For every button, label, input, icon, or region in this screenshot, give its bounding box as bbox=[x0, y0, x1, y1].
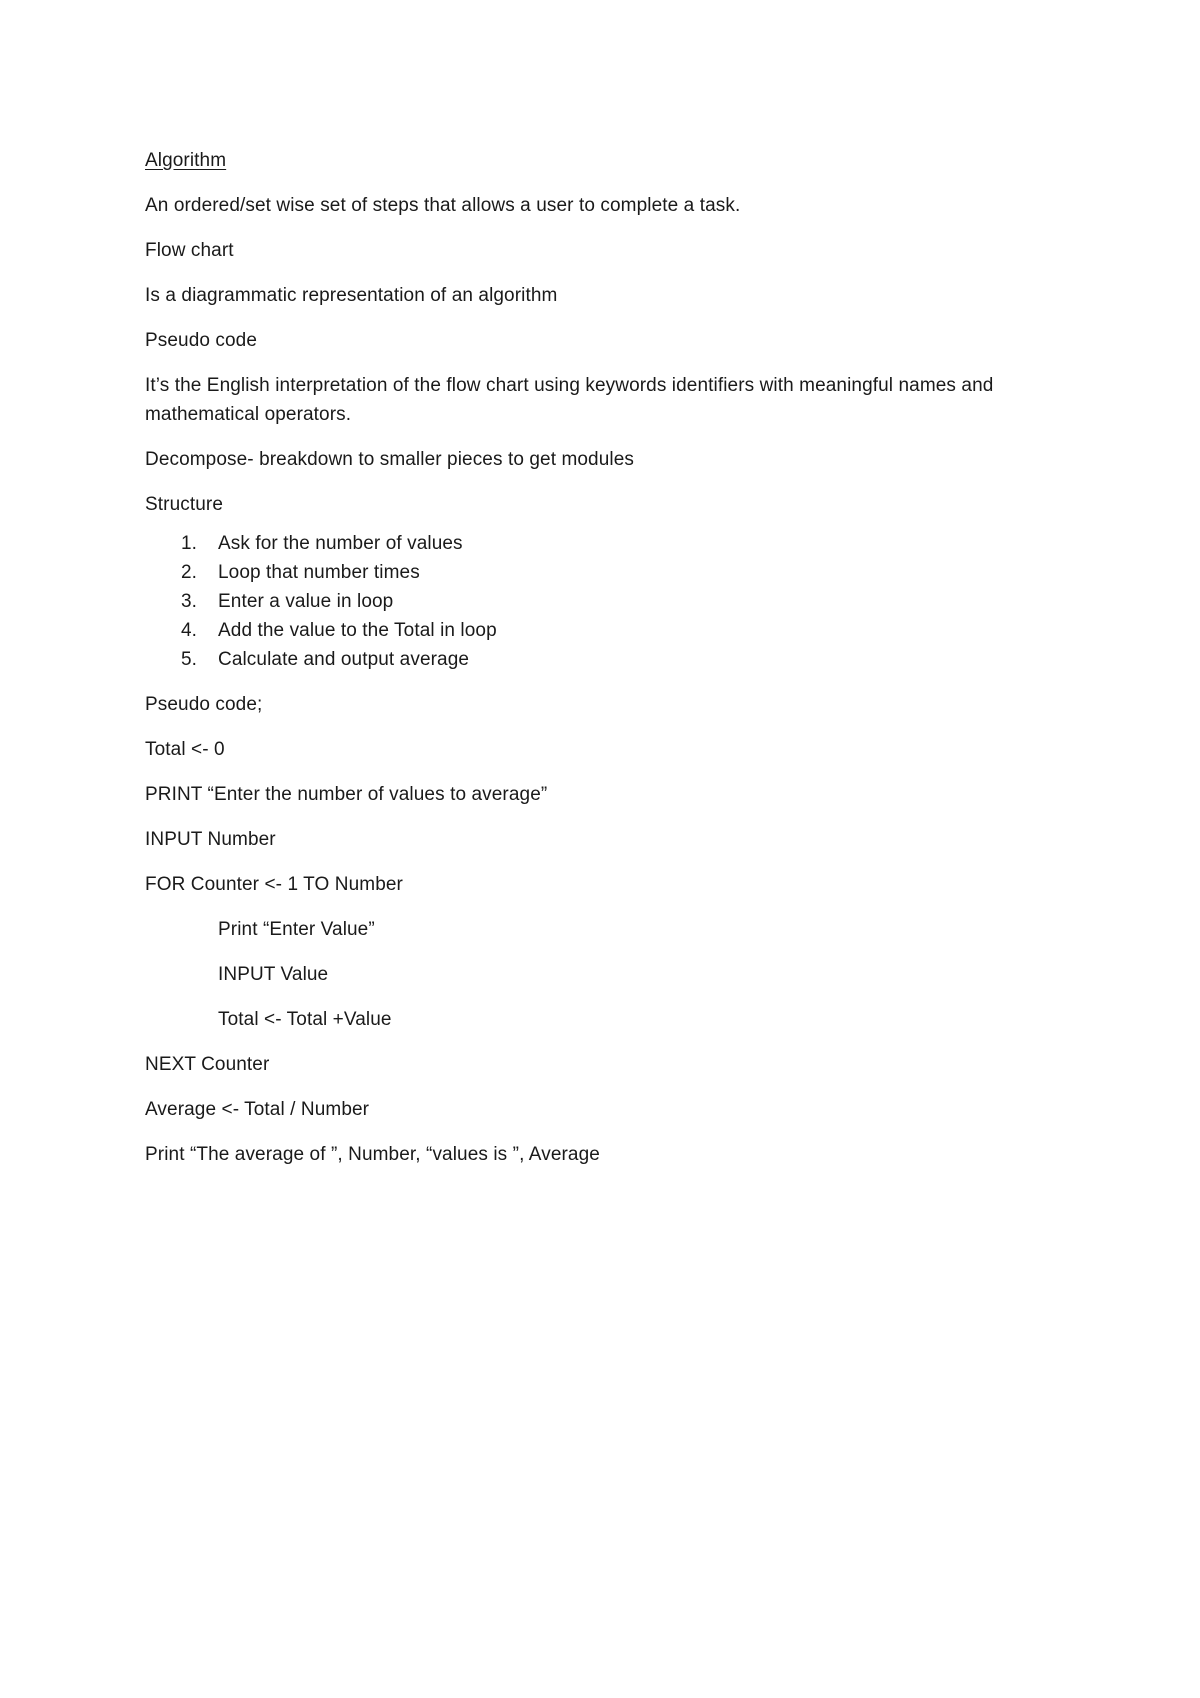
list-item bbox=[145, 587, 1075, 616]
pseudo-code-line: Print “The average of ”, Number, “values is ”, Average bbox=[145, 1144, 600, 1165]
structure-label: Structure bbox=[145, 494, 223, 515]
pseudo-code-line: FOR Counter <- 1 TO Number bbox=[145, 874, 403, 895]
list-item bbox=[145, 645, 1075, 674]
flow-chart-label: Flow chart bbox=[145, 240, 234, 261]
pseudo-code-line: Average <- Total / Number bbox=[145, 1099, 370, 1120]
flow-chart-definition: Is a diagrammatic representation of an algorithm bbox=[145, 285, 558, 306]
pseudo-code-section-label: Pseudo code; bbox=[145, 694, 263, 715]
list-item-number: 2. bbox=[181, 562, 198, 583]
heading-algorithm: Algorithm bbox=[145, 150, 227, 171]
list-item-text: Add the value to the Total in loop bbox=[218, 620, 497, 641]
pseudo-code-line: NEXT Counter bbox=[145, 1054, 270, 1075]
pseudo-code-line-indented: Total <- Total +Value bbox=[218, 1009, 392, 1030]
pseudo-code-line-indented: INPUT Value bbox=[218, 964, 329, 985]
list-item bbox=[145, 558, 1075, 587]
list-item-number: 5. bbox=[181, 649, 198, 670]
pseudo-code-label: Pseudo code bbox=[145, 330, 258, 351]
list-item-text: Enter a value in loop bbox=[218, 591, 394, 612]
list-item-number: 3. bbox=[181, 591, 198, 612]
pseudo-code-definition: It’s the English interpretation of the flow chart using keywords identifiers with meaningful names and mathematical operators. bbox=[145, 375, 994, 425]
pseudo-code-line: INPUT Number bbox=[145, 829, 276, 850]
list-item-text: Ask for the number of values bbox=[218, 533, 463, 554]
list-item bbox=[145, 529, 1075, 558]
structure-steps-list bbox=[145, 529, 1075, 674]
list-item-text: Loop that number times bbox=[218, 562, 420, 583]
pseudo-code-line-indented: Print “Enter Value” bbox=[218, 919, 375, 940]
list-item-text: Calculate and output average bbox=[218, 649, 470, 670]
pseudo-code-line: PRINT “Enter the number of values to average” bbox=[145, 784, 548, 805]
decompose-definition: Decompose- breakdown to smaller pieces to get modules bbox=[145, 449, 634, 470]
document-body bbox=[145, 146, 1075, 1185]
list-item-number: 4. bbox=[181, 620, 198, 641]
algorithm-definition: An ordered/set wise set of steps that allows a user to complete a task. bbox=[145, 195, 741, 216]
list-item bbox=[145, 616, 1075, 645]
pseudo-code-line: Total <- 0 bbox=[145, 739, 225, 760]
list-item-number: 1. bbox=[181, 533, 198, 554]
